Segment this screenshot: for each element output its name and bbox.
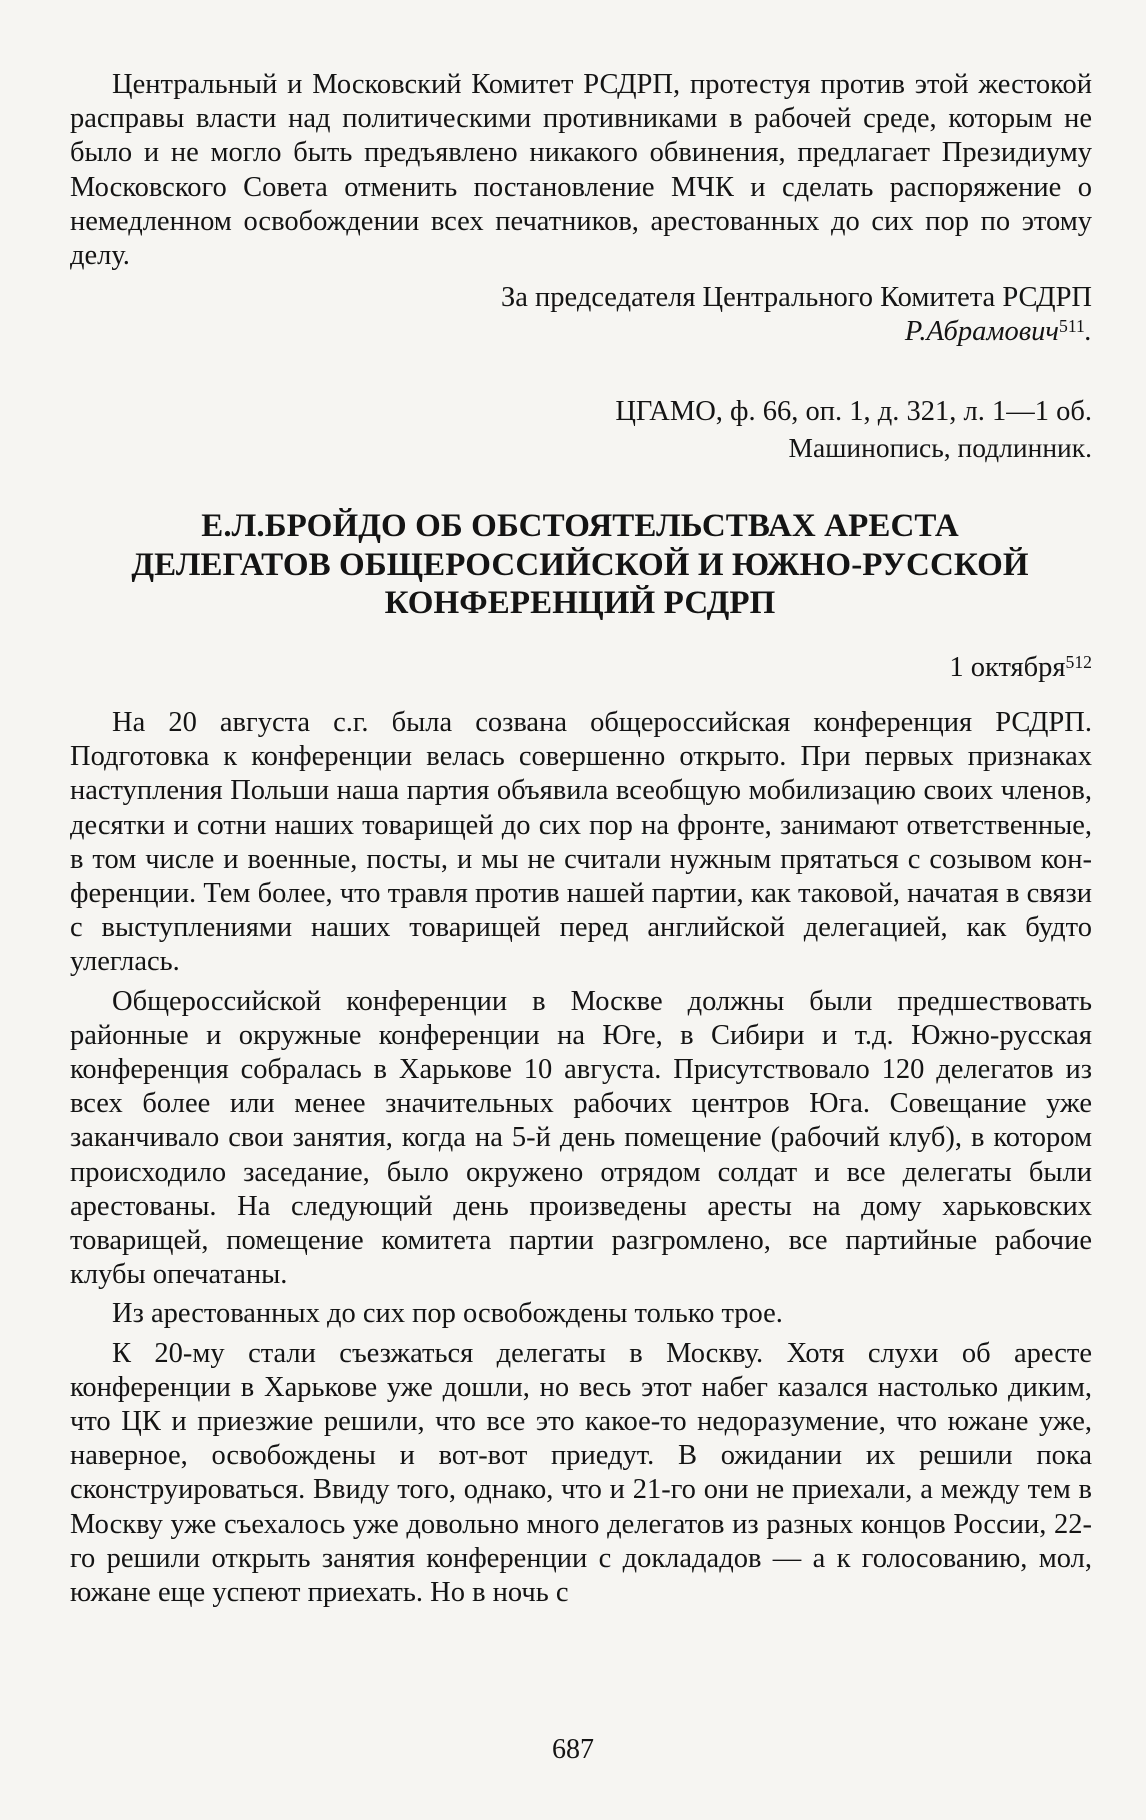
heading-line-2: ДЕЛЕГАТОВ ОБЩЕРОССИЙСКОЙ И ЮЖНО-РУССКОЙ [131,546,1029,583]
body-text [70,706,1092,1610]
date-text: 1 октября [949,652,1066,683]
archive-note: Машинопись, подлинник. [788,432,1092,463]
signature-footnote-ref: 511 [1059,316,1085,337]
signature-trailing: . [1084,316,1092,347]
signature-name-line [905,315,1092,349]
body-paragraph-4: К 20-му стали съезжаться делегаты в Москву. Хотя слухи об аресте конференции в Харькове уже дошли, но весь этот набег казался настолько диким, что ЦК и приезжие решили, что все это какое-то недоразумение, что южане уже, наверное, освобождены и вот-вот приедут. В ожидании их решили пока сконструироваться. Ввиду того, однако, что и 21-го они не приехали, а между тем в Москву уже съехалось уже довольно много делегатов из разных концов России, 22-го решили открыть занятия конференции с доклададов — а к голосованию, мол, южане еще успеют приехать. Но в ночь с [70,1337,1092,1609]
heading-line-1: Е.Л.БРОЙДО ОБ ОБСТОЯТЕЛЬСТВАХ АРЕСТА [201,508,959,544]
archive-reference: ЦГАМО, ф. 66, оп. 1, д. 321, л. 1—1 об. [615,396,1092,427]
body-paragraph-3: Из арестованных до сих пор освобождены только трое. [112,1298,783,1330]
signature-title: За председателя Центрального Комитета РСДРП [500,282,1092,313]
page-number: 687 [552,1734,594,1765]
intro-paragraph: Центральный и Московский Комитет РСДРП, протестуя против этой жестокой расправы власти над политическими противниками в рабочей среде, которым не было и не могло быть предъявлено никакого обвинения, предлагает Президиуму Московского Совета отменить постановление МЧК и сделать распоряжение о немедленном освобождении всех печатников, арестованных до сих пор по этому делу. [70,69,1092,272]
body-paragraph-2: Общероссийской конференции в Москве должны были предшествовать районные и окружные конференции на Юге, в Сибири и т.д. Южно-русская конференция собралась в Харькове 10 августа. Присутствовало 120 делегатов из всех более или менее значительных рабочих центров Юга. Совещание уже заканчивало свои занятия, когда на 5-й день помещение (рабочий клуб), в котором происходило заседание, было окружено отрядом солдат и все делегаты были арестованы. На следующий день произведены аресты на дому харьковских товарищей, помещение комитета партии разгромлено, все партийные рабочие клубы опечатаны. [70,985,1092,1291]
document-date [949,651,1092,685]
date-footnote-ref: 512 [1065,652,1092,673]
intro-paragraph-block [70,68,1092,273]
signature-name: Р.Абрамович [904,316,1060,347]
heading-line-3: КОНФЕРЕНЦИЙ РСДРП [384,585,776,621]
body-paragraph-1: На 20 августа с.г. была созвана общероссийская конференция РСДРП. Подготовка к конференции велась совершенно открыто. При первых признаках наступления Польши наша партия объявила всеобщую мобилизацию своих членов, десятки и сотни наших товарищей до сих пор на фронте, занимают ответственные, в том числе и военные, посты, и мы не считали нужным прятаться с созывом конференции. Тем более, что травля против нашей партии, как таковой, начатая в связи с выступлениями наших товарищей перед английской делегацией, как будто улеглась. [70,707,1092,978]
document-heading [60,507,1100,623]
